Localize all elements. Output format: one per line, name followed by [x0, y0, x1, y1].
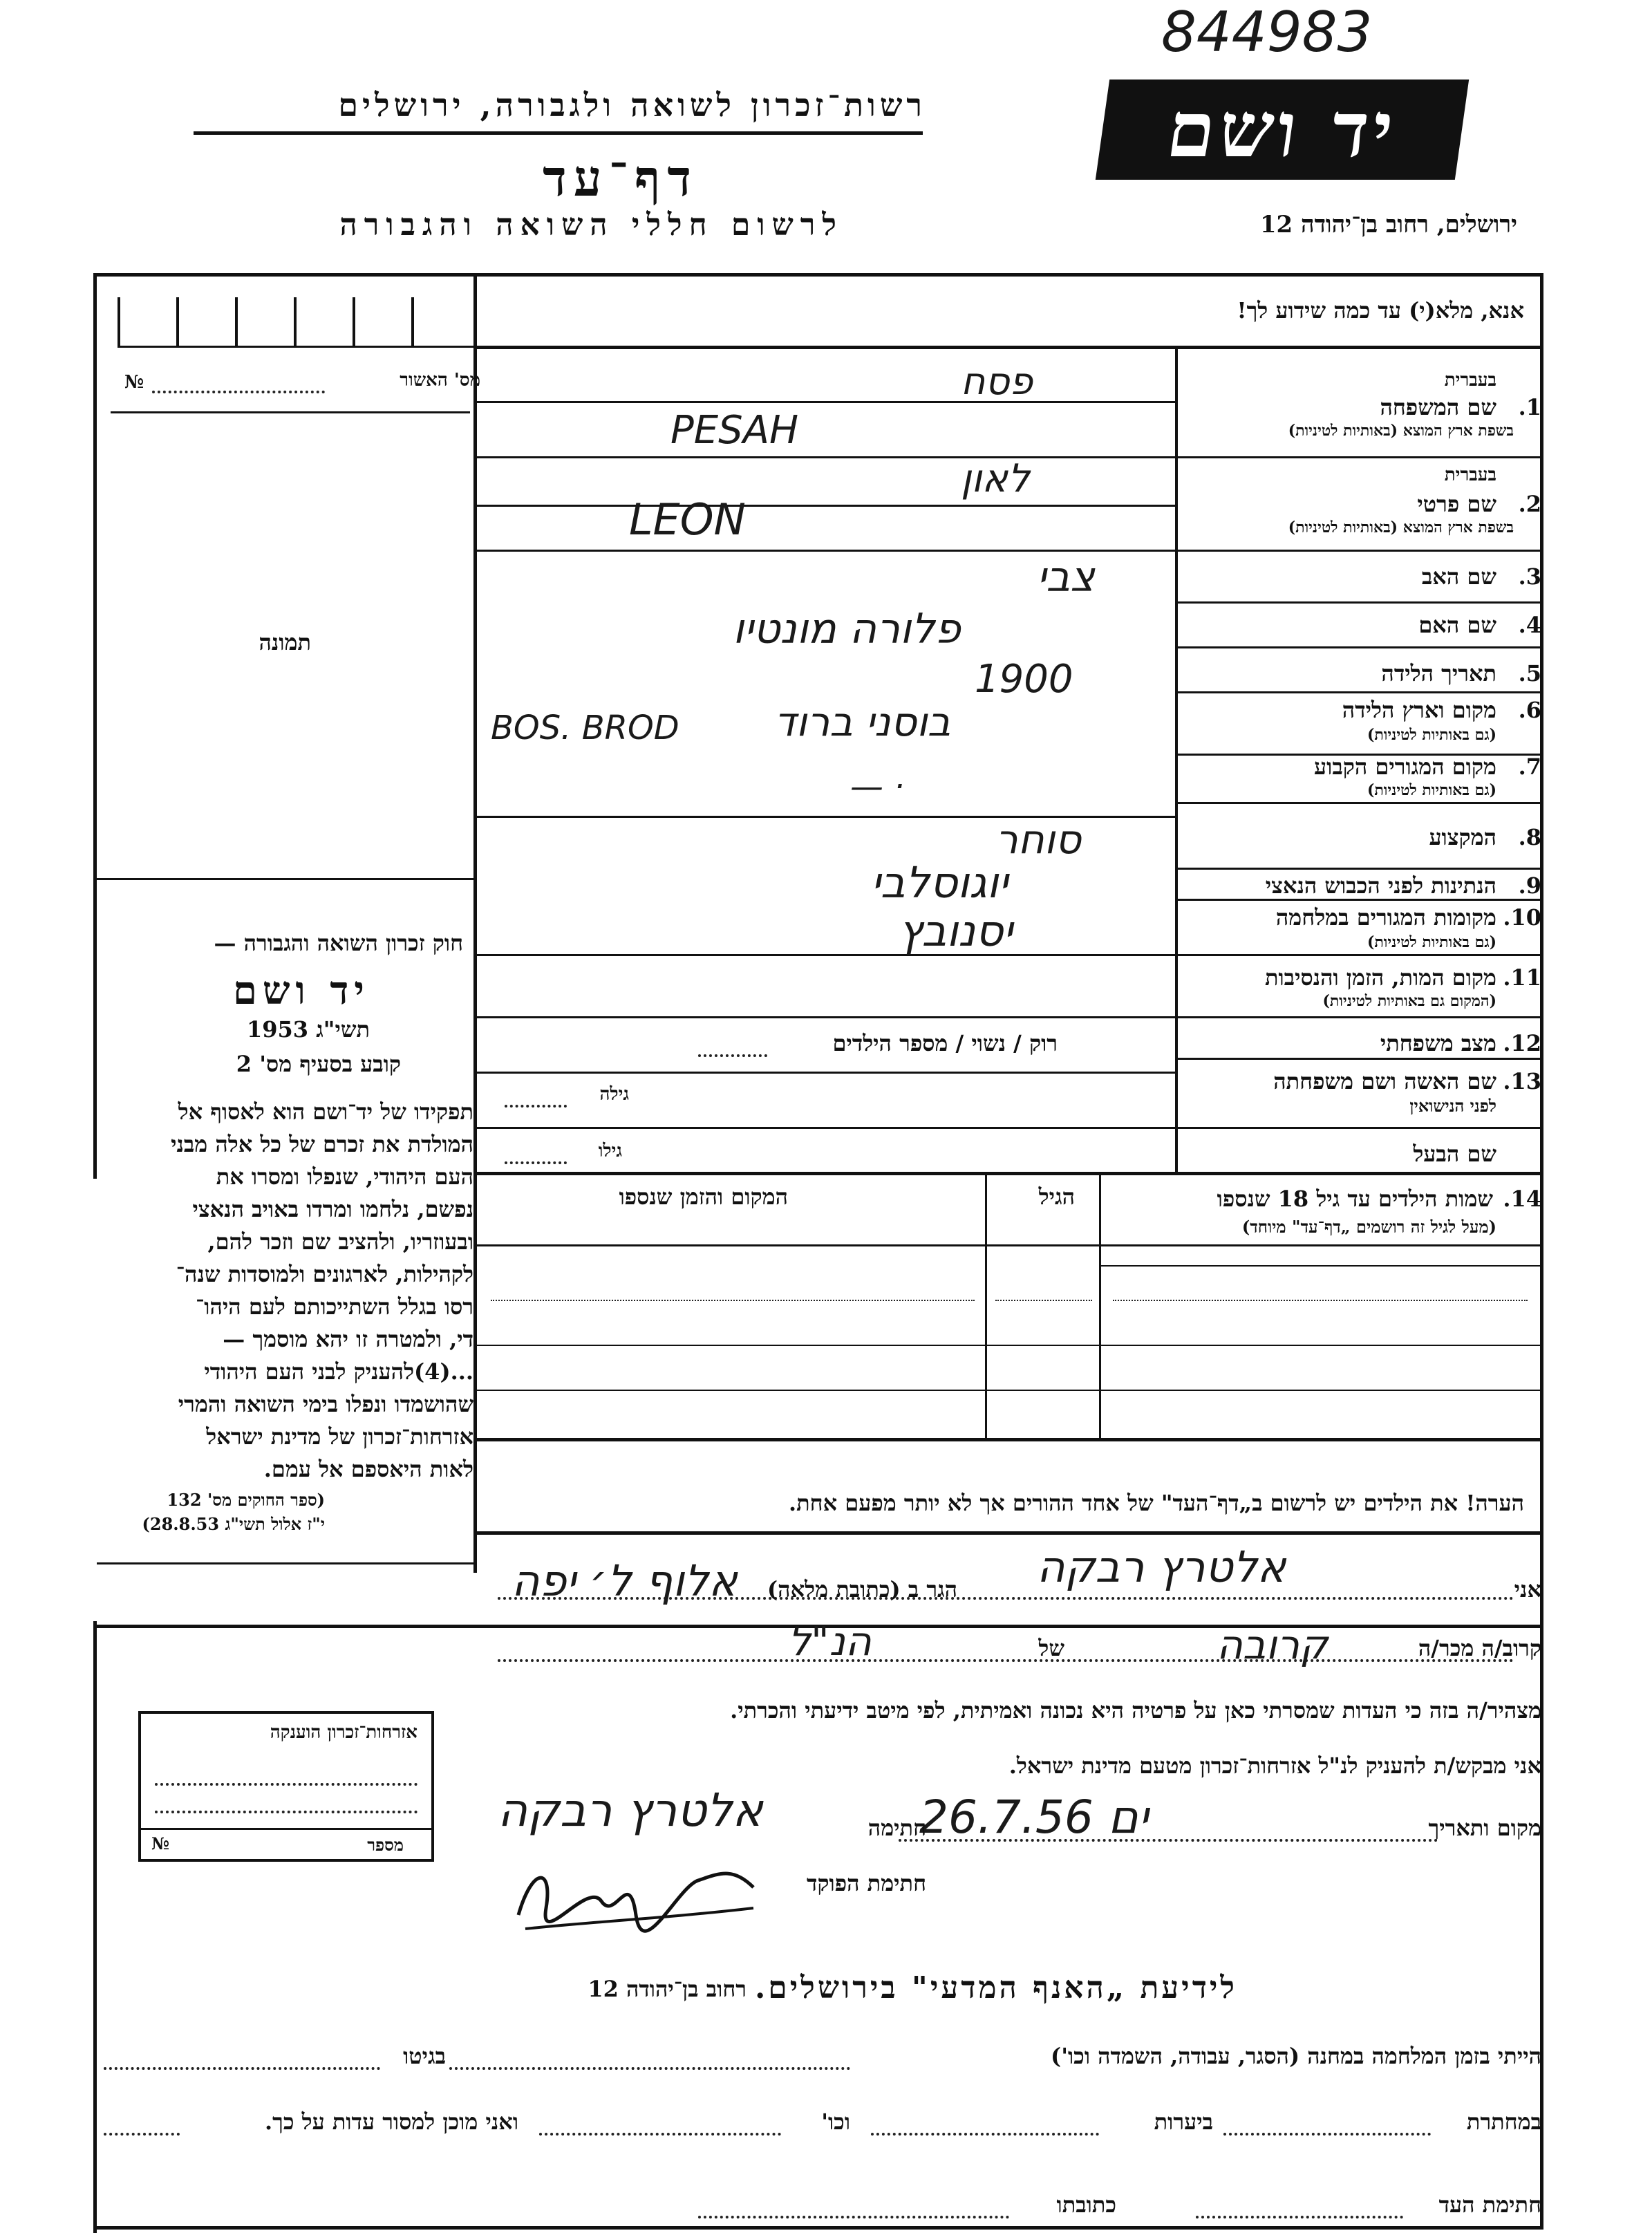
field-9-value: יוגוסלבי [871, 857, 1008, 908]
field-7-value: — · [850, 767, 905, 806]
yad-vashem-logo [1096, 80, 1469, 180]
law-title: חוק זכרון השואה והגבורה — [214, 930, 463, 956]
instruction: אנא, מלא(י) עד כמה שידוע לך! [1237, 297, 1524, 324]
husband-label: שם הבעל [1413, 1141, 1496, 1167]
field-4-label: שם האם [1418, 612, 1496, 638]
children-col-place: המקום והזמן שנספו [619, 1184, 788, 1210]
place-date-value: ים 26.7.56 [919, 1791, 1149, 1844]
officer-signature [505, 1839, 767, 1943]
footer-line-2a: במחתרת [1466, 2109, 1541, 2135]
footer-line-2c: וכו' [821, 2109, 850, 2135]
field-1-number: 1. [1518, 394, 1541, 420]
field-7-label: מקום המגורים הקבוע [1314, 754, 1496, 780]
law-reference-2: י"ז אלול תשי"ג 28.8.53) [142, 1514, 325, 1534]
field-13-number: 13. [1503, 1068, 1541, 1094]
citizenship-box-title: אזרחות־זכרון הוענקה [270, 1722, 417, 1743]
field-6-value-latin: BOS. BROD [491, 709, 679, 747]
field-1-value-hebrew: פסח [961, 359, 1033, 403]
witness-of-label: של [1038, 1635, 1064, 1661]
footer-line-1b: בגיטו [403, 2043, 446, 2069]
law-year: תשי"ג 1953 [247, 1016, 370, 1043]
photo-label: תמונה [259, 629, 311, 655]
signature-label: חתימה [867, 1815, 926, 1841]
field-2-value-hebrew: לאון [961, 456, 1030, 501]
field-4-value: פלורה מונטיו [733, 605, 961, 653]
children-col-age: הגיל [1038, 1184, 1075, 1210]
children-title: שמות הילדים עד גיל 18 שנספו [1217, 1186, 1493, 1212]
children-number: 14. [1503, 1186, 1541, 1212]
field-1-label: שם המשפחה [1380, 394, 1496, 420]
field-12-number: 12. [1503, 1030, 1541, 1056]
husband-age-label: גילו [598, 1141, 622, 1161]
field-4-number: 4. [1518, 612, 1541, 638]
place-date-label: מקום ותאריך [1428, 1815, 1541, 1841]
field-1-sub-hebrew: בעברית [1444, 370, 1496, 391]
witness-address-value: אלוף ל׳ יפה [511, 1555, 738, 1606]
citizenship-box [138, 1711, 434, 1862]
field-2-sub-latin: בשפת ארץ המוצא (באותיות לטיניות) [1288, 518, 1514, 536]
witness-request: אני מבקש/ת להעניק לנ"ל אזרחות־זכרון מטעם מדינת ישראל. [1008, 1753, 1541, 1779]
witness-name-value: אלטרץ רבקה [1037, 1542, 1286, 1592]
authority-name: רשות־זכרון לשואה ולגבורה, ירושלים [338, 86, 926, 124]
field-12-label: מצב משפחתי [1380, 1030, 1496, 1056]
footer-line-2d: ואני מוכן למסור עדות על כך. [264, 2109, 518, 2135]
marital-status-options: רוק / נשוי / מספר הילדים [832, 1030, 1058, 1056]
field-5-number: 5. [1518, 660, 1541, 686]
footer-title: לידיעת „האנף המדעי" בירושלים. [754, 1970, 1237, 2006]
field-11-label: מקום המות, הזמן והנסיבות [1264, 964, 1496, 991]
field-5-label: תאריך הלידה [1381, 660, 1496, 686]
field-6-number: 6. [1518, 697, 1541, 723]
approval-no-sign: № [124, 372, 144, 393]
field-1-sub-latin: בשפת ארץ המוצא (באותיות לטיניות) [1288, 422, 1514, 440]
field-2-label: שם פרטי [1417, 491, 1496, 517]
field-8-number: 8. [1518, 824, 1541, 850]
field-3-label: שם האב [1421, 563, 1496, 590]
archive-number: 844983 [1161, 0, 1373, 64]
header-address: ירושלים, רחוב בן־יהודה 12 [1259, 211, 1517, 239]
field-1-value-latin: PESAH [670, 408, 799, 453]
witness-signature: אלטרץ רבקה [498, 1784, 763, 1837]
field-5-value: 1900 [975, 657, 1073, 702]
field-10-number: 10. [1503, 904, 1541, 931]
citizenship-number-label: מספר [367, 1835, 404, 1855]
field-3-number: 3. [1518, 563, 1541, 590]
witness-declaration: מצהיר/ה בזה כי העדות שמסרתי כאן על פרטיה היא נכונה ואמיתית, לפי מיטב ידיעתי והכרתי. [730, 1697, 1541, 1723]
field-7-number: 7. [1518, 754, 1541, 780]
law-text: תפקידו של יד־ושם הוא לאסוף אל המולדת את זכרם של כל אלה מבני העם היהודי, שנפלו ומסרו את נפשם, נלחמו ומרדו באויב הנאצי ובעוזריו, ולהציב שם וזכר להם, לקהילות, לארגונים ולמוסדות שנה־ רסו בגלל השתייכותם לעם היהו־ די, ולמטרה זו יהא מוסמך — ...(4)להעניק לבני העם היהודי שהושמדו ונפלו בימי השואה והמרי אזרחות־זכרון של מדינת ישראל לאות היאספם אל עמם. [171, 1099, 473, 1482]
witness-of-value: הנ"ל [788, 1618, 872, 1665]
field-9-number: 9. [1518, 872, 1541, 899]
field-10-sub: (גם באותיות לטיניות) [1367, 933, 1496, 951]
footer-line-3b: כתובתו [1056, 2192, 1116, 2218]
witness-relation-value: קרובה [1217, 1621, 1329, 1668]
officer-signature-label: חתימת הפוקד [807, 1870, 926, 1896]
form-title: דף־עד [543, 149, 698, 207]
footer-line-2b: ביערות [1154, 2109, 1213, 2135]
field-2-sub-hebrew: בעברית [1444, 465, 1496, 485]
field-6-value: בוסני ברוד [774, 698, 951, 745]
wife-age-label: גילה [599, 1084, 629, 1105]
field-3-value: צבי [1037, 553, 1095, 601]
witness-resident-label: הגר ב (כתובת מלאה) [767, 1576, 957, 1603]
footer-line-3a: חתימת העד [1438, 2192, 1541, 2218]
field-8-label: המקצוע [1429, 824, 1496, 850]
field-2-number: 2. [1518, 491, 1541, 517]
citizenship-no-sign: № [151, 1833, 170, 1853]
field-6-sub: (גם באותיות לטיניות) [1367, 726, 1496, 744]
field-7-sub: (גם באותיות לטיניות) [1367, 781, 1496, 799]
field-13-label: שם האשה ושם משפחתה [1273, 1068, 1496, 1094]
field-11-number: 11. [1503, 964, 1541, 991]
footer-address: רחוב בן־יהודה 12 [588, 1976, 747, 2002]
field-8-value: סוחר [995, 816, 1082, 863]
field-10-label: מקומות המגורים במלחמה [1275, 904, 1496, 931]
witness-i-label: אני [1514, 1576, 1541, 1603]
field-6-label: מקום וארץ הלידה [1342, 697, 1496, 723]
field-13-sub: לפני הנישואין [1409, 1096, 1496, 1116]
form-subtitle: לרשום חללי השואה והגבורה [339, 207, 843, 243]
field-9-label: הנתינות לפני הכבוש הנאצי [1265, 872, 1496, 899]
field-10-value: יסנובץ [899, 906, 1013, 956]
law-reference-1: (ספר החוקים מס' 132 [167, 1490, 325, 1510]
logo-text: יד ושם [1161, 84, 1403, 174]
footer-line-1a: הייתי בזמן המלחמה במחנה (הסגר, עבודה, השמדה וכו') [1051, 2043, 1541, 2069]
witness-relative-label: קרוב/ה מכר/ה [1418, 1635, 1541, 1661]
children-note: הערה! את הילדים יש לרשום ב„דף־העד" של אחד ההורים אך לא יותר מפעם אחת. [788, 1490, 1524, 1516]
field-2-value-latin: LEON [629, 494, 746, 545]
law-name: יד ושם [232, 968, 370, 1013]
law-clause: קובע בסעיף מס' 2 [236, 1051, 401, 1077]
children-subtitle: (מעל לגיל זה רושמים „דף־עד" מיוחד) [1241, 1217, 1496, 1237]
approval-label: מס' האשור [400, 370, 480, 391]
field-11-sub: (המקום גם באותיות לטיניות) [1322, 992, 1496, 1010]
